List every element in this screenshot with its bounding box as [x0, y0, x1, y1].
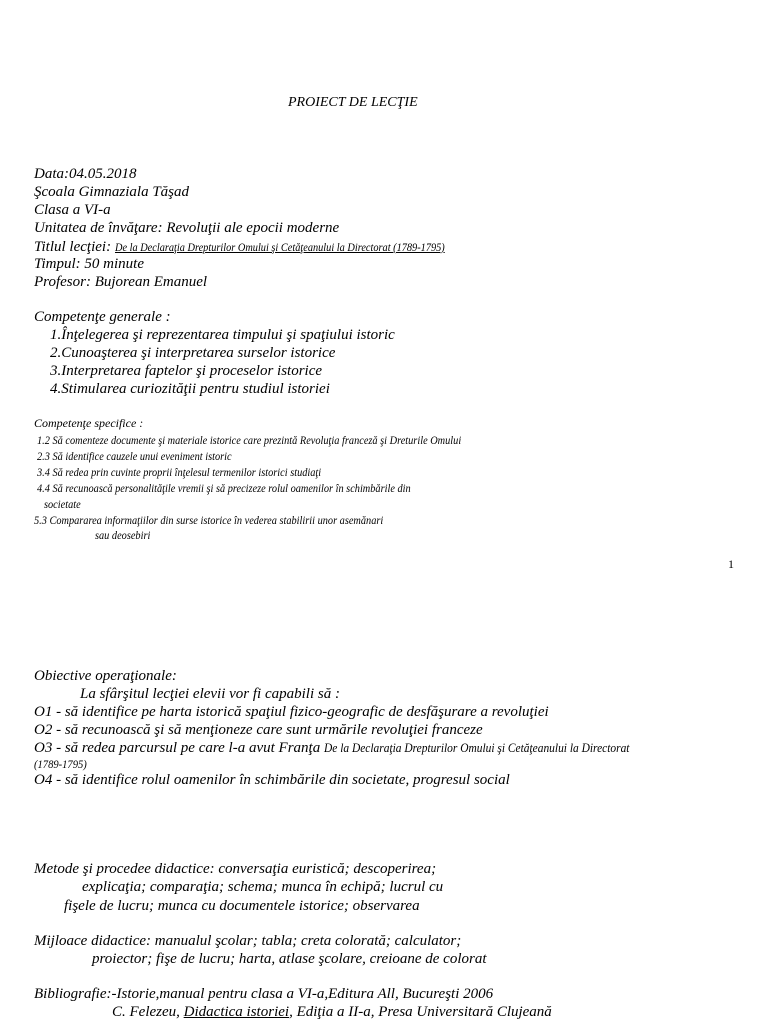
specific-competence-text: 1.2 Să comenteze documente şi materiale istorice care prezintă Revoluţia franceză şi Dreturile Omului	[37, 433, 462, 447]
specific-competence-item	[37, 480, 472, 496]
objective-o4: O4 - să identifice rolul oamenilor în schimbările din societate, progresul social	[34, 772, 510, 788]
bibliography-line: Bibliografie:-Istorie,manual pentru clasa a VI-a,Editura All, Bucureşti 2006	[34, 986, 494, 1002]
bibliography-line	[112, 1005, 552, 1020]
lesson-title: De la Declaraţia Drepturilor Omului şi Cetăţeanului la Directorat (1789-1795)	[114, 240, 445, 254]
objective-o3-years	[34, 756, 94, 772]
resources-line: proiector; fişe de lucru; harta, atlase şcolare, creioane de colorat	[92, 951, 487, 967]
general-competence-item: 3.Interpretarea faptelor şi proceselor istorice	[50, 363, 323, 379]
specific-competence-text: 4.4 Să recunoască personalităţile vremii şi să precizeze rolul oamenilor în schimbările din	[37, 481, 411, 495]
teacher-name: Profesor: Bujorean Emanuel	[34, 274, 208, 290]
lesson-date: Data:04.05.2018	[34, 166, 137, 182]
specific-competence-text: 3.4 Să redea prin cuvinte proprii înţelesul termenilor istorici studiaţi	[37, 465, 322, 479]
specific-competence-text: 5.3 Compararea informaţiilor din surse istorice în vederea stabilirii unor asemănari	[34, 513, 384, 527]
objective-o3-text: O3 - să redea parcursul pe care l-a avut Franţa	[34, 740, 324, 756]
specific-competence-item	[44, 496, 87, 512]
page-number: 1	[728, 557, 734, 571]
specific-competences-heading: Competenţe specifice :	[34, 416, 144, 430]
resources-line: Mijloace didactice: manualul şcolar; tabla; creta colorată; calculator;	[34, 933, 462, 949]
class-level: Clasa a VI-a	[34, 202, 111, 218]
lesson-title-line	[34, 239, 498, 255]
general-competence-item: 4.Stimularea curiozităţii pentru studiul istoriei	[50, 381, 330, 397]
objective-o3-years-text: (1789-1795)	[34, 757, 87, 771]
bibliography-book-title: Didactica istoriei	[183, 1004, 290, 1020]
objectives-heading: Obiective operaţionale:	[34, 668, 177, 684]
general-competence-item: 1.Înţelegerea şi reprezentarea timpului şi spaţiului istoric	[50, 327, 395, 343]
bibliography-author: C. Felezeu,	[112, 1004, 184, 1020]
objective-o3-tail: De la Declaraţia Drepturilor Omului şi Cetăţeanului la Directorat	[323, 740, 630, 755]
specific-competence-text: sau deosebiri	[95, 528, 151, 542]
page-title: PROIECT DE LECŢIE	[288, 95, 418, 110]
lesson-title-label: Titlul lecţiei:	[34, 239, 115, 255]
methods-line: explicaţia; comparaţia; schema; munca în echipă; lucrul cu	[82, 879, 444, 895]
specific-competence-item	[37, 432, 530, 448]
methods-line: Metode şi procedee didactice: conversaţia euristică; descoperirea;	[34, 861, 437, 877]
learning-unit: Unitatea de învăţare: Revoluţii ale epocii moderne	[34, 220, 340, 236]
objectives-intro: La sfârşitul lecţiei elevii vor fi capabili să :	[80, 686, 340, 702]
specific-competence-item	[37, 448, 263, 464]
school-name: Şcoala Gimnaziala Tăşad	[34, 184, 190, 200]
general-competences-heading: Competenţe generale :	[34, 309, 171, 325]
specific-competence-text: societate	[44, 497, 81, 511]
specific-competence-item	[95, 527, 159, 543]
methods-line: fişele de lucru; munca cu documentele istorice; observarea	[64, 898, 420, 914]
specific-competence-text: 2.3 Să identifice cauzele unui eveniment istoric	[37, 449, 232, 463]
objective-o1: O1 - să identifice pe harta istorică spaţiul fizico-geografic de desfăşurare a revoluţiei	[34, 704, 549, 720]
specific-competence-item	[37, 464, 367, 480]
bibliography-publisher: , Ediţia a II-a, Presa Universitară Clujeană	[289, 1004, 552, 1020]
lesson-time: Timpul: 50 minute	[34, 256, 145, 272]
general-competence-item: 2.Cunoaşterea şi interpretarea surselor istorice	[50, 345, 336, 361]
specific-competence-item	[34, 512, 440, 528]
objective-o2: O2 - să recunoască şi să menţioneze care sunt urmările revoluţiei franceze	[34, 722, 483, 738]
objective-o3	[34, 740, 671, 756]
